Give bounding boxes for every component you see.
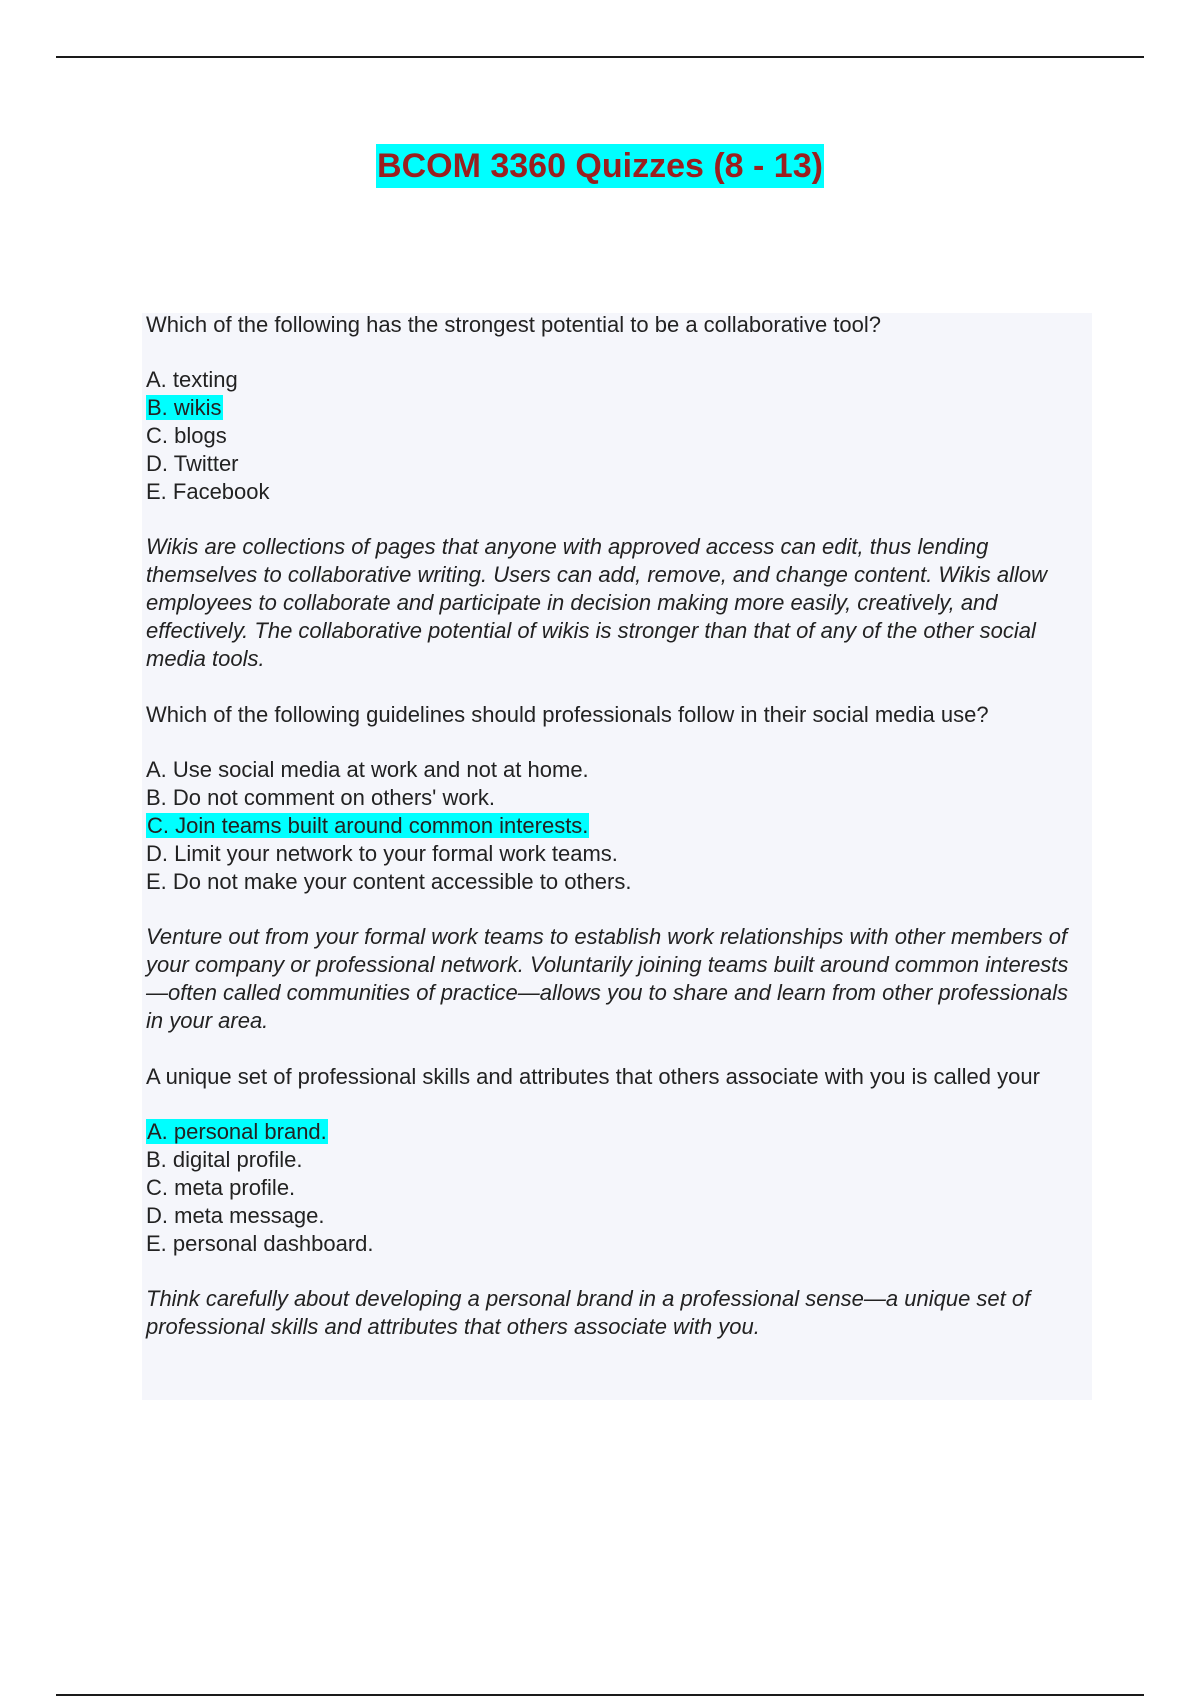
title-block xyxy=(0,144,1200,188)
top-rule xyxy=(56,56,1144,58)
question-block-2 xyxy=(146,701,1086,1035)
option-b: B. digital profile. xyxy=(146,1147,303,1172)
explanation-text: Venture out from your formal work teams to establish work relationships with other members of your company or professional network. Voluntarily joining teams built around common interests—often called communities of practice—allows you to share and learn from other professionals in your area. xyxy=(146,924,1069,1033)
option-d: D. Twitter xyxy=(146,451,239,476)
option-b-answer xyxy=(146,394,1086,422)
explanation-text: Think carefully about developing a personal brand in a professional sense—a unique set of professional skills and attributes that others associate with you. xyxy=(146,1286,1031,1339)
option-c: C. meta profile. xyxy=(146,1175,296,1200)
question-block-1 xyxy=(146,311,1086,673)
option-c: C. blogs xyxy=(146,423,227,448)
bottom-rule xyxy=(56,1694,1144,1696)
highlighted-answer: C. Join teams built around common interests. xyxy=(147,813,589,838)
option-e: E. personal dashboard. xyxy=(146,1231,374,1256)
quiz-content xyxy=(146,311,1086,1369)
question-text: A unique set of professional skills and attributes that others associate with you is called your xyxy=(146,1064,1040,1089)
option-a: A. Use social media at work and not at home. xyxy=(146,757,589,782)
highlighted-answer: A. personal brand. xyxy=(147,1119,327,1144)
question-text: Which of the following guidelines should professionals follow in their social media use? xyxy=(146,702,989,727)
document-title: BCOM 3360 Quizzes (8 - 13) xyxy=(376,144,824,188)
option-list xyxy=(146,366,1086,506)
option-a: A. texting xyxy=(146,367,238,392)
option-list xyxy=(146,756,1086,896)
question-block-3 xyxy=(146,1063,1086,1341)
highlighted-answer: B. wikis xyxy=(147,395,222,420)
option-a-answer xyxy=(146,1118,1086,1146)
option-d: D. Limit your network to your formal work teams. xyxy=(146,841,618,866)
option-c-answer xyxy=(146,812,1086,840)
option-e: E. Facebook xyxy=(146,479,270,504)
explanation-text: Wikis are collections of pages that anyone with approved access can edit, thus lending themselves to collaborative writing. Users can add, remove, and change content. Wikis allow employees to collaborate and participate in decision making more easily, creatively, and effectively. The collaborative potential of wikis is stronger than that of any of the other social media tools. xyxy=(146,534,1048,671)
option-d: D. meta message. xyxy=(146,1203,325,1228)
option-b: B. Do not comment on others' work. xyxy=(146,785,496,810)
option-e: E. Do not make your content accessible to others. xyxy=(146,869,632,894)
option-list xyxy=(146,1118,1086,1258)
question-text: Which of the following has the strongest potential to be a collaborative tool? xyxy=(146,312,882,337)
